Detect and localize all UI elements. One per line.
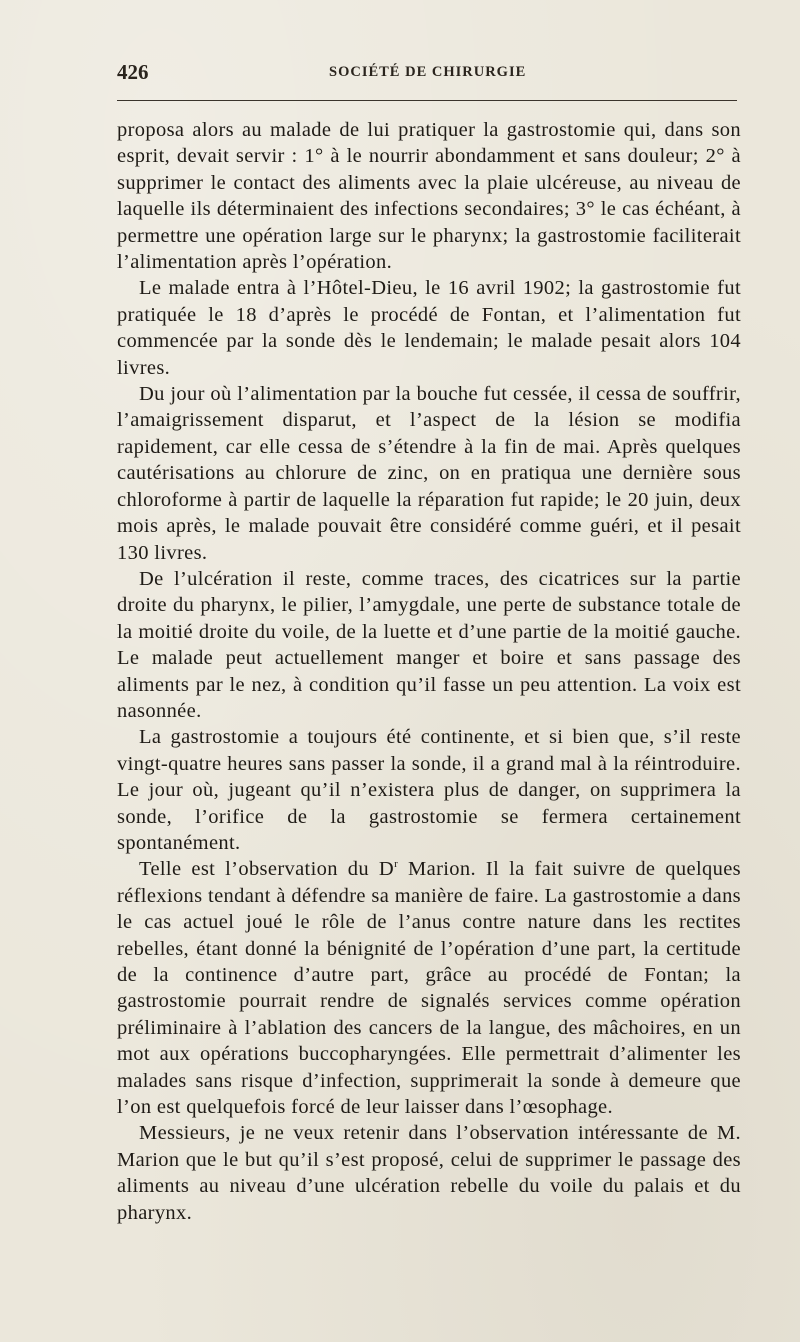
paragraph-3: Du jour où l’alimentation par la bouche fut cessée, il cessa de souffrir, l’amaigrissement disparut, et l’aspect de la lésion se modifia rapidement, car elle cessa de s’étendre à la fin de mai. Après quelques cautérisations au chlorure de zinc, on en pratiqua une dernière sous chloroforme à partir de laquelle la réparation fut rapide; le 20 juin, deux mois après, le malade pouvait être considéré comme guéri, et il pesait 130 livres.	[117, 383, 741, 564]
paragraph-6-rest: Marion. Il la fait suivre de quelques réflexions tendant à défendre sa manière de faire. La gastrostomie a dans le cas actuel joué le rôle de l’anus contre nature dans les rectites rebelles, étant donné la bénignité de l’opération d’une part, la certitude de la continence d’autre part, grâce au procédé de Fontan; la gastrostomie pourrait rendre de signalés services comme opération préliminaire à l’ablation des cancers de la langue, des mâchoires, en un mot aux opérations buccopharyngées. Elle permettrait d’alimenter les malades sans risque d’infection, supprimerait la sonde à demeure que l’on est quelquefois forcé de leur laisser dans l’œsophage.	[117, 858, 741, 1119]
page-number: 426	[117, 60, 149, 84]
paragraph-4: De l’ulcération il reste, comme traces, des cicatrices sur la partie droite du pharynx, le pilier, l’amygdale, une perte de substance totale de la moitié droite du voile, de la luette et d’une partie de la moitié gauche. Le malade peut actuellement manger et boire et sans passage des aliments par le nez, à condition qu’il fasse un peu attention. La voix est nasonnée.	[117, 567, 741, 722]
paragraph-6	[117, 856, 741, 1120]
paragraph-2: Le malade entra à l’Hôtel-Dieu, le 16 avril 1902; la gastrostomie fut pratiquée le 18 d’après le procédé de Fontan, et l’alimentation fut commencée par la sonde dès le lendemain; le malade pesait alors 104 livres.	[117, 277, 741, 379]
paragraph-7: Messieurs, je ne veux retenir dans l’observation intéressante de M. Marion que le but qu’il s’est proposé, celui de supprimer le passage des aliments au niveau d’une ulcération rebelle du voile du palais et du pharynx.	[117, 1122, 741, 1224]
page-header	[117, 60, 737, 88]
paragraph-6-lead: Telle est l’observation du D	[139, 858, 395, 881]
body-text	[117, 117, 741, 1226]
paragraph-1: proposa alors au malade de lui pratiquer la gastrostomie qui, dans son esprit, devait servir : 1° à le nourrir abondamment et sans douleur; 2° à supprimer le contact des aliments avec la plaie ulcéreuse, au niveau de laquelle ils déterminaient des infections secondaires; 3° le cas échéant, à permettre une opération large sur le pharynx; la gastrostomie faciliterait l’alimentation après l’opération.	[117, 119, 741, 274]
header-rule	[117, 100, 737, 101]
paragraph-5: La gastrostomie a toujours été continente, et si bien que, s’il reste vingt-quatre heures sans passer la sonde, il a grand mal à la réintroduire. Le jour où, jugeant qu’il n’existera plus de danger, on supprimera la sonde, l’orifice de la gastrostomie se fermera certainement spontanément.	[117, 726, 741, 854]
doctor-abbrev-superscript: r	[394, 858, 399, 871]
running-head: SOCIÉTÉ DE CHIRURGIE	[329, 64, 527, 80]
